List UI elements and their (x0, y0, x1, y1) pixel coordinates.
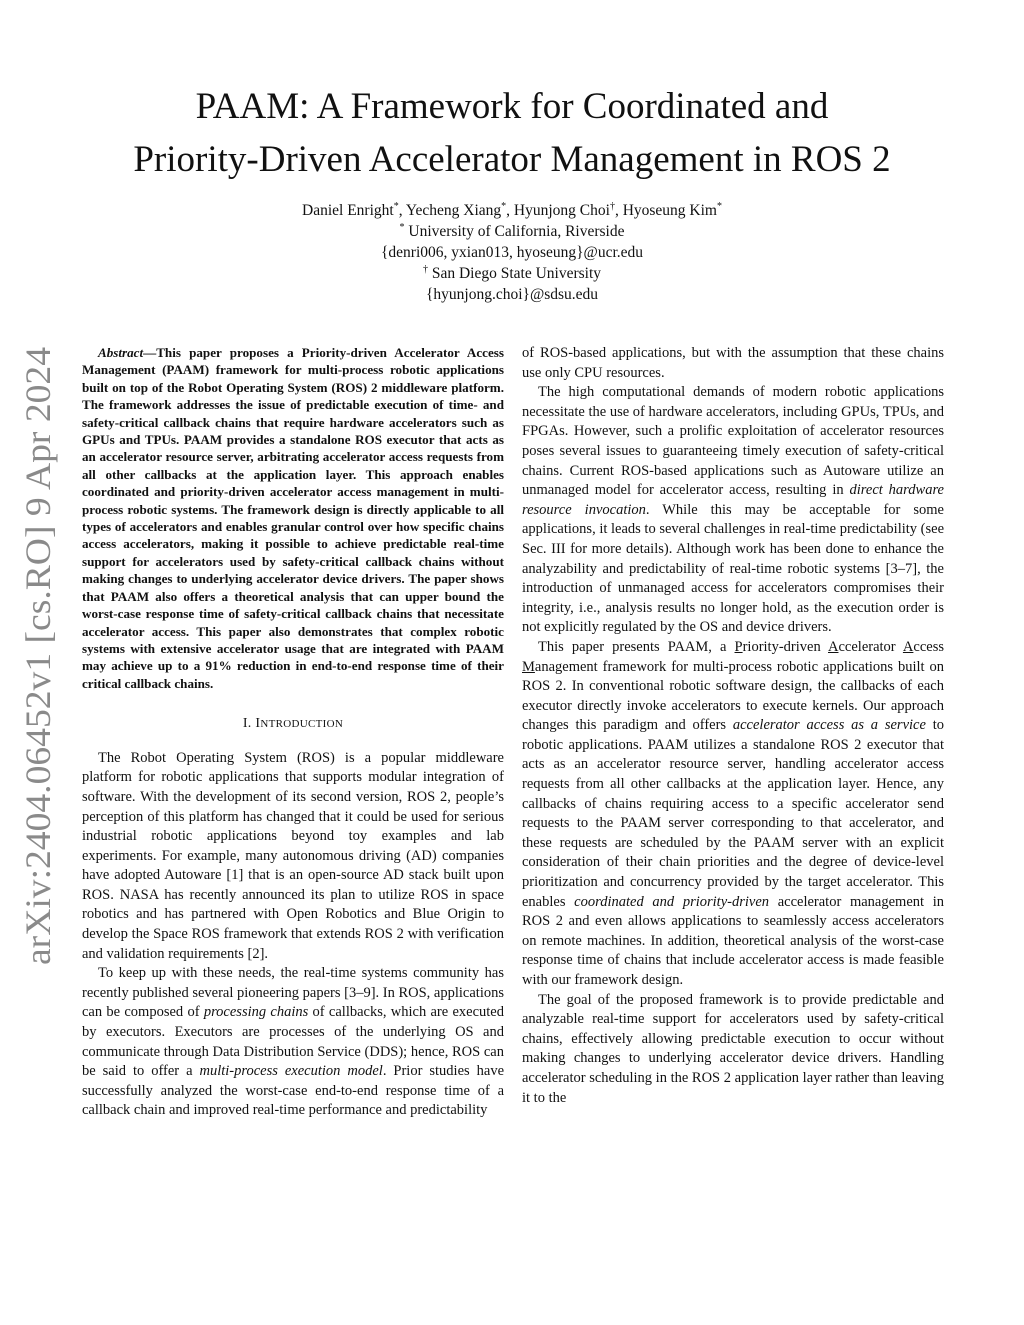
email-1: {denri006, yxian013, hyoseung}@ucr.edu (380, 244, 644, 261)
intro-paragraph-2 (82, 964, 504, 1121)
text-run: ccelerator (838, 638, 896, 655)
continued-paragraph: of ROS-based applications, but with the assumption that these chains use only CPU resources. (522, 345, 944, 381)
emphasis-text: accelerator access as a service (732, 717, 926, 734)
paper-title (80, 80, 944, 186)
affiliation-mark: † (422, 263, 428, 275)
author-mark: * (501, 200, 507, 212)
intro-paragraph-1: The Robot Operating System (ROS) is a popular middleware platform for robotic applications that supports modular integration of software. With the development of its second version, ROS 2, people’s perception of this platform has changed that it could be used for serious industrial robotic applications beyond toy examples and lab experiments. For example, many autonomous driving (AD) companies have adopted Autoware [1] that is an open-source AD stack built upon ROS. NASA has recently announced its plan to utilize ROS in space robotics and has partnered with Open Robotics and Blue Origin to develop the Space ROS framework that extends ROS 2 with verification and validation requirements [2]. (82, 749, 504, 962)
author-block (140, 200, 884, 305)
email-2: {hyunjong.choi}@sdsu.edu (425, 286, 599, 303)
section-heading-introduction (82, 714, 504, 735)
text-run: riority-driven (742, 638, 828, 655)
paragraph-goal: The goal of the proposed framework is to provide predictable and analyzable real-time support for accelerators used by safety-critical chains, effectively allowing predictable execution to occur without making changes to underlying accelerator device drivers. Handling accelerator scheduling in the ROS 2 application layer rather than leaving it to the (522, 991, 944, 1106)
emphasis-text: multi-process execution model (199, 1063, 383, 1080)
right-column (522, 344, 944, 1108)
acronym-letter: A (902, 638, 914, 655)
author-mark: * (717, 200, 722, 212)
emphasis-text: coordinated and priority-driven (574, 893, 770, 910)
abstract-label: Abstract (98, 345, 144, 360)
affiliation-2-text: San Diego State University (431, 265, 602, 282)
section-title-rest: NTRODUCTION (260, 718, 344, 731)
text-run: accelerator management in ROS 2 and even allows applications to seamlessly access accelerators on remote machines. In addition, theoretical analysis of the worst-case response time of chains that include accelerator access is made feasible with our framework design. (522, 893, 945, 988)
affiliation-2 (140, 263, 884, 284)
text-run: ccess (913, 638, 944, 655)
paragraph-paam-overview (522, 638, 944, 991)
text-run: of callbacks, which are executed by executors. Executors are processes of the underlying OS and communicate through Data Distribution Service (DDS); hence, ROS can be said to offer a (82, 1004, 504, 1080)
acronym-letter: M (522, 658, 535, 675)
paragraph-accelerators (522, 383, 944, 638)
affiliation-1 (140, 221, 884, 242)
title-line-2: Priority-Driven Accelerator Management in ROS 2 (133, 139, 891, 180)
title-line-1: PAAM: A Framework for Coordinated and (195, 86, 829, 127)
section-title-cap: I (255, 716, 261, 732)
affiliation-mark: * (399, 221, 405, 233)
author-name: Yecheng Xiang (405, 202, 502, 219)
text-run: The high computational demands of modern robotic applications necessitate the use of hardware accelerators, including GPUs, TPUs, and FPGAs. However, such a prolific exploitation of accelerator resources poses several issues to guaranteeing timely execution of safety-critical chains. Current ROS-based applications such as Autoware utilize an unmanaged model for accelerator access, resulting in (522, 384, 944, 499)
author-name: Daniel Enright (302, 202, 394, 219)
abstract-text: —This paper proposes a Priority-driven Accelerator Access Management (PAAM) framework for multi-process robotic applications built on top of the Robot Operating System (ROS) 2 middleware platform. The framework addresses the issue of predictable execution of time- and safety-critical callback chains that require hardware accelerators such as GPUs and TPUs. PAAM provides a standalone ROS executor that acts as an accelerator resource server, arbitrating accelerator access requests from all other callbacks at the application layer. This approach enables coordinated and priority-driven accelerator access management in multi-process robotic systems. The framework design is directly applicable to all types of accelerators and enables granular control over how specific chains access accelerators, making it possible to achieve predictable real-time support for accelerators used by safety-critical callback chains without making changes to underlying accelerator device drivers. The paper shows that PAAM also offers a theoretical analysis that can upper bound the worst-case response time of safety-critical callback chains that necessitate accelerator access. This paper also demonstrates that complex robotic systems with extensive accelerator usage that are integrated with PAAM may achieve up to a 91% reduction in end-to-end response time of their critical callback chains. (82, 345, 504, 691)
text-run: This paper presents PAAM, a (538, 638, 735, 655)
acronym-letter: A (828, 638, 839, 655)
text-run: . Prior studies have successfully analyzed the worst-case end-to-end response time of a callback chain and improved real-time performance and predictability (82, 1063, 505, 1119)
affiliation-1-text: University of California, Riverside (408, 223, 625, 240)
acronym-letter: P (734, 638, 743, 655)
text-run: to robotic applications. PAAM utilizes a standalone ROS 2 executor that acts as an accelerator resource server, handling accelerator access requests from all other callbacks at the application layer. Hence, any callbacks of chains requiring access to a specific accelerator send requests to the PAAM server corresponding to that accelerator, and these requests are scheduled by the PAAM server with an explicit consideration of their chain priorities and the degree of device-level prioritization and concurrency provided by the target accelerator. This enables (522, 717, 944, 910)
author-names: Daniel Enright*, Yecheng Xiang*, Hyunjong Choi†, Hyoseung Kim* (302, 200, 722, 219)
arxiv-identifier (16, 345, 60, 965)
text-run: . While this may be acceptable for some applications, it leads to several challenges in real-time predictability (see Sec. III for more details). Although work has been done to enhance the analyzability and predictability of real-time robotic systems [3–7], the introduction of unmanaged access for accelerators compromises their integrity, i.e., analysis results no longer hold, as the execution order is not explicitly regulated by the OS and device drivers. (522, 501, 944, 636)
author-name: Hyoseung Kim (622, 202, 717, 219)
text-run: anagement framework for multi-process robotic applications built on ROS 2. In conventional robotic software design, the callbacks of each executor directly invoke accelerators to execute kernels. Our approach changes this paradigm and offers (522, 658, 944, 734)
arxiv-id-text: arXiv:2404.06452v1 [cs.RO] 9 Apr 2024 (18, 373, 58, 965)
emphasis-text: processing chains (203, 1004, 309, 1021)
author-mark: † (609, 200, 615, 212)
author-name: Hyunjong Choi (513, 202, 610, 219)
author-mark: * (393, 200, 399, 212)
emphasis-text: direct hardware resource invocation (522, 482, 944, 518)
abstract (82, 344, 504, 692)
text-run: To keep up with these needs, the real-time systems community has recently published several pioneering papers [3–9]. In ROS, applications can be composed of (82, 965, 504, 1021)
left-column (82, 344, 504, 1121)
section-numeral: I. (242, 716, 252, 732)
